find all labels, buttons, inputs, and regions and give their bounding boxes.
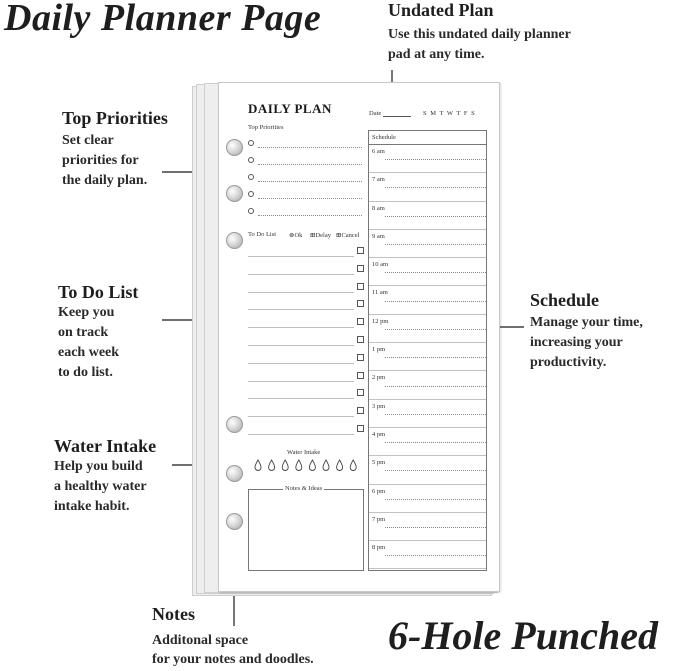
priority-item[interactable] [248,204,362,221]
schedule-hour-label: 7 pm [372,515,386,523]
planner-page [218,82,500,592]
water-drop-icon [269,460,275,471]
schedule-slot[interactable] [369,230,486,258]
weekday-letters[interactable]: S M T W T F S [423,110,476,117]
priority-item[interactable] [248,187,362,204]
todo-checkbox[interactable] [357,336,364,343]
todo-item[interactable] [248,384,364,402]
todo-checkbox[interactable] [357,318,364,325]
priority-bullet [248,208,254,214]
priority-bullet [248,191,254,197]
callout-priorities-desc: Set clear priorities for the daily plan. [62,133,148,188]
legend-cancel: ⊞Cancel [336,232,360,239]
schedule-hour-label: 8 am [372,204,385,212]
page-headline: Daily Planner Page [4,0,322,39]
todo-checkbox[interactable] [357,247,364,254]
priority-item[interactable] [248,153,362,170]
todo-checkbox[interactable] [357,407,364,414]
callout-notes-title: Notes [152,604,195,624]
water-drop-icon [309,460,315,471]
todo-checkbox[interactable] [357,283,364,290]
schedule-slot[interactable] [369,400,486,428]
callout-priorities-title: Top Priorities [62,108,168,128]
punch-hole [226,185,243,202]
schedule-slot[interactable] [369,258,486,286]
callout-todo-title: To Do List [58,282,139,302]
schedule-hour-label: 12 pm [372,317,389,325]
schedule-hours [369,145,486,569]
notes-box[interactable] [248,489,364,571]
schedule-slot[interactable] [369,145,486,173]
schedule-hour-label: 8 pm [372,544,386,552]
callout-water-title: Water Intake [54,436,157,456]
todo-label: To Do List [248,231,277,238]
callout-todo-desc: Keep you on track each week to do list. [58,305,120,380]
punch-hole [226,513,243,530]
schedule-slot[interactable] [369,202,486,230]
water-drop-icon [255,460,261,471]
punch-hole [226,416,243,433]
schedule-hour-label: 2 pm [372,374,386,382]
priority-item[interactable] [248,136,362,153]
todo-item[interactable] [248,242,364,260]
schedule-hour-label: 3 pm [372,402,386,410]
todo-item[interactable] [248,402,364,420]
todo-checkbox[interactable] [357,389,364,396]
callout-water-desc: Help you build a healthy water intake habit. [54,459,147,514]
todo-item[interactable] [248,331,364,349]
schedule-slot[interactable] [369,485,486,513]
schedule-slot[interactable] [369,343,486,371]
schedule-hour-label: 5 pm [372,459,386,467]
legend-delay: ⊞Delay [310,232,331,239]
todo-item[interactable] [248,349,364,367]
todo-checkbox[interactable] [357,425,364,432]
schedule-label: Schedule [372,134,396,141]
legend-ok: ⊜Ok [289,232,303,239]
schedule-slot[interactable] [369,541,486,569]
callout-undated-desc: Use this undated daily planner pad at any time. [388,27,571,62]
callout-undated-title: Undated Plan [388,0,494,20]
callout-schedule-title: Schedule [530,290,600,310]
hole-punched-headline: 6-Hole Punched [388,613,658,658]
callout-schedule-desc: Manage your time, increasing your productivity. [530,315,643,370]
schedule-hour-label: 7 am [372,176,385,184]
punch-hole [226,232,243,249]
water-drop-icon [296,460,302,471]
notes-label: Notes & Ideas [285,485,323,492]
water-intake-label: Water Intake [287,449,321,456]
schedule-hour-label: 4 pm [372,430,386,438]
todo-item[interactable] [248,420,364,438]
water-drop-icon [323,460,329,471]
priority-item[interactable] [248,170,362,187]
todo-item[interactable] [248,260,364,278]
priority-list [248,136,362,221]
water-drop-icon [350,460,356,471]
schedule-hour-label: 6 pm [372,487,386,495]
schedule-box [368,130,487,571]
schedule-hour-label: 1 pm [372,346,386,354]
todo-checkbox[interactable] [357,265,364,272]
schedule-slot[interactable] [369,286,486,314]
todo-item[interactable] [248,295,364,313]
date-label: Date [369,110,382,117]
priority-bullet [248,174,254,180]
todo-checkbox[interactable] [357,300,364,307]
todo-list [248,242,364,438]
schedule-slot[interactable] [369,428,486,456]
todo-checkbox[interactable] [357,372,364,379]
todo-item[interactable] [248,278,364,296]
schedule-slot[interactable] [369,315,486,343]
planner-title: DAILY PLAN [248,101,332,116]
water-drop-icon [337,460,343,471]
todo-item[interactable] [248,313,364,331]
schedule-hour-label: 6 am [372,148,385,155]
schedule-slot[interactable] [369,371,486,399]
todo-checkbox[interactable] [357,354,364,361]
date-field[interactable] [383,116,411,117]
schedule-slot[interactable] [369,456,486,484]
priority-bullet [248,140,254,146]
punch-hole [226,465,243,482]
top-priorities-label: Top Priorities [248,124,284,131]
schedule-slot[interactable] [369,173,486,201]
todo-item[interactable] [248,367,364,385]
punch-hole [226,139,243,156]
schedule-slot[interactable] [369,513,486,541]
schedule-hour-label: 10 am [372,261,389,269]
schedule-hour-label: 9 am [372,232,385,240]
water-drop-icon [282,460,288,471]
schedule-hour-label: 11 am [372,289,388,297]
priority-bullet [248,157,254,163]
water-drops [254,459,364,473]
callout-notes-desc: Additonal space for your notes and doodles. [152,633,314,667]
